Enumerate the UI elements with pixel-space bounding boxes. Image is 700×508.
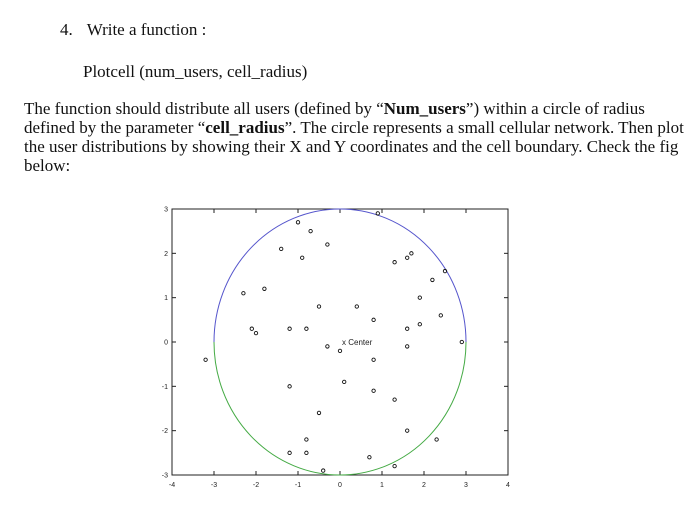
user-point [204, 358, 207, 361]
user-point [322, 469, 325, 472]
param-cell-radius: cell_radius [205, 118, 285, 137]
x-tick-label: -4 [168, 482, 176, 489]
x-tick-label: 2 [422, 482, 426, 489]
user-point [410, 252, 413, 255]
description-text-1: The function should distribute all users (defined by “ [24, 99, 384, 118]
user-point [305, 327, 308, 330]
user-point [263, 287, 266, 290]
description-text-3: ”. The circle represents a small cellular network. Then plot the user distributions by showing their X and Y coordinates and the cell boundary. Check the fig below: [24, 118, 684, 175]
y-tick-label: -3 [161, 472, 168, 480]
description-paragraph [24, 99, 684, 175]
user-point [326, 243, 329, 246]
center-label: x Center [342, 338, 373, 347]
user-point [355, 305, 358, 308]
user-point [393, 261, 396, 264]
user-point [418, 296, 421, 299]
x-tick-label: -3 [210, 482, 218, 489]
x-tick-label: -1 [294, 482, 302, 489]
y-tick-label: 3 [164, 206, 168, 214]
description-text-2: ”) within a circle of radius defined by the parameter “ [24, 99, 645, 137]
user-point [250, 327, 253, 330]
x-tick-label: 0 [338, 482, 342, 489]
x-tick-label: 3 [464, 482, 468, 489]
user-point [460, 340, 463, 343]
question-header [60, 20, 206, 40]
cell-plot [140, 195, 520, 500]
user-point [280, 247, 283, 250]
user-point [242, 292, 245, 295]
user-point [301, 256, 304, 259]
user-point [338, 349, 341, 352]
question-title: Write a function : [86, 20, 207, 39]
user-point [343, 380, 346, 383]
user-point [406, 429, 409, 432]
user-point [317, 411, 320, 414]
user-point [368, 456, 371, 459]
user-point [393, 464, 396, 467]
param-num-users: Num_users [383, 99, 466, 118]
y-tick-label: 2 [164, 250, 168, 258]
user-point [406, 327, 409, 330]
cell-boundary-lower [214, 342, 466, 475]
user-point [418, 323, 421, 326]
cell-boundary-upper [214, 209, 466, 342]
user-point [288, 451, 291, 454]
x-tick-label: 1 [380, 482, 384, 489]
question-number: 4. [60, 20, 73, 39]
user-point [439, 314, 442, 317]
plot-frame [172, 209, 508, 475]
user-point [254, 331, 257, 334]
y-tick-label: -2 [161, 428, 168, 436]
user-point [435, 438, 438, 441]
user-point [305, 451, 308, 454]
x-tick-label: -2 [252, 482, 260, 489]
y-tick-label: 0 [164, 339, 168, 347]
user-point [372, 358, 375, 361]
user-point [406, 345, 409, 348]
user-point [305, 438, 308, 441]
question-description [24, 99, 684, 175]
y-tick-label: -1 [161, 383, 168, 391]
user-point [372, 389, 375, 392]
user-point [288, 385, 291, 388]
user-point [431, 278, 434, 281]
user-point [288, 327, 291, 330]
user-point [309, 229, 312, 232]
user-point [372, 318, 375, 321]
user-point [296, 221, 299, 224]
user-point [326, 345, 329, 348]
x-tick-label: 4 [506, 482, 510, 489]
y-tick-label: 1 [164, 295, 168, 303]
user-point [406, 256, 409, 259]
user-point [317, 305, 320, 308]
function-signature: Plotcell (num_users, cell_radius) [83, 62, 308, 81]
user-point [393, 398, 396, 401]
